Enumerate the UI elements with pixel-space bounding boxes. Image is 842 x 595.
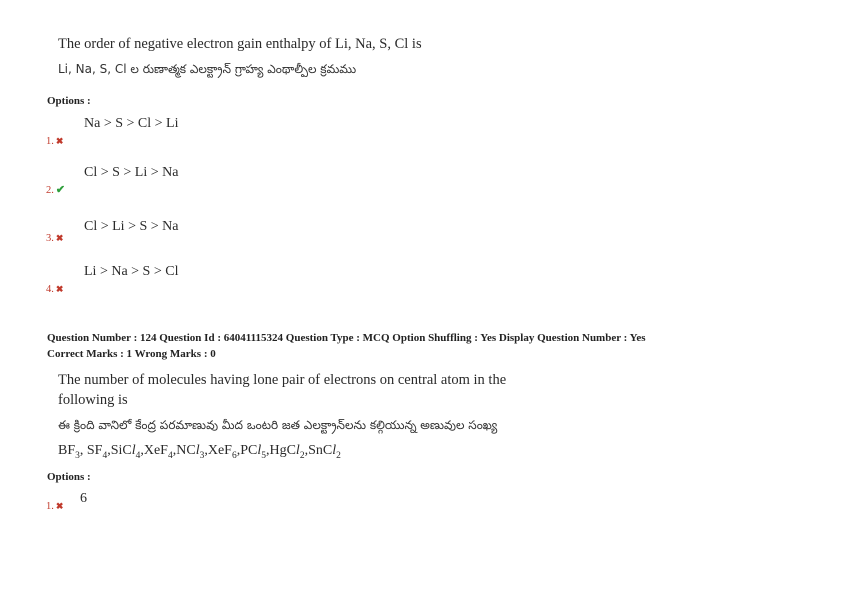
q2-option-1 xyxy=(46,496,63,514)
cross-icon: ✖ xyxy=(55,136,64,146)
q1-option-2-text: Cl > S > Li > Na xyxy=(84,165,179,180)
check-icon: ✔ xyxy=(55,184,66,196)
q1-option-3-number: 3. xyxy=(46,233,54,244)
q2-options-label: Options : xyxy=(47,471,91,483)
q1-option-3-text: Cl > Li > S > Na xyxy=(84,219,179,234)
q2-text-telugu: ఈ క్రింది వానిలో కేంద్ర పరమాణువు మీద ఒంటరి జత ఎలక్ట్రాన్‌లను కల్గియున్న అణువుల సంఖ్య xyxy=(58,418,498,432)
q1-text-telugu: Li, Na, S, Cl ల రుణాత్మక ఎలక్ట్రాన్ గ్రాహ్య ఎంథాల్పీల క్రమము xyxy=(58,62,357,76)
cross-icon: ✖ xyxy=(55,284,64,294)
q1-option-1 xyxy=(46,131,63,149)
q1-option-4-text: Li > Na > S > Cl xyxy=(84,264,179,279)
q2-text-english-line-1: The number of molecules having lone pair of electrons on central atom in the xyxy=(58,372,507,388)
q1-option-1-text: Na > S > Cl > Li xyxy=(84,116,179,131)
q2-formula: $BF_3$, $SF_4,SiCl_4,XeF_4,NCl_3,XeF_6,PCl_5,HgCl_2,SnCl_2$ xyxy=(58,443,341,461)
q1-option-3 xyxy=(46,228,63,246)
q1-text-english: The order of negative electron gain enthalpy of Li, Na, S, Cl is xyxy=(58,36,422,52)
q2-option-1-number: 1. xyxy=(46,501,54,512)
q1-options-label: Options : xyxy=(47,95,91,107)
q1-option-1-number: 1. xyxy=(46,136,54,147)
q1-option-2 xyxy=(46,180,65,198)
q2-option-1-text: 6 xyxy=(80,491,87,506)
q1-option-4-number: 4. xyxy=(46,284,54,295)
cross-icon: ✖ xyxy=(55,501,64,511)
cross-icon: ✖ xyxy=(55,233,64,243)
q1-option-4 xyxy=(46,279,63,297)
q1-option-2-number: 2. xyxy=(46,185,54,196)
q2-meta-line-2: Correct Marks : 1 Wrong Marks : 0 xyxy=(47,348,216,360)
q2-text-english-line-2: following is xyxy=(58,392,128,408)
q2-meta-line-1: Question Number : 124 Question Id : 64041115324 Question Type : MCQ Option Shuffling : Yes Display Question Number : Yes xyxy=(47,332,646,344)
